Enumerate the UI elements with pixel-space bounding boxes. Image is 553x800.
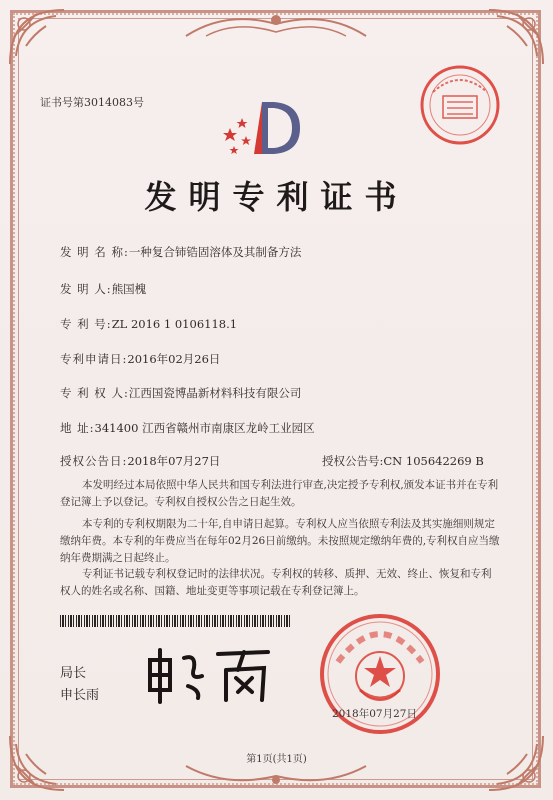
filing-date-value: 2016年02月26日 bbox=[127, 352, 221, 366]
page-title: 发明专利证书 bbox=[144, 178, 409, 216]
grant-number-group bbox=[322, 453, 484, 469]
address-row bbox=[60, 420, 315, 436]
grant-number-value: CN 105642269 B bbox=[383, 454, 484, 468]
address-label: 地 址: bbox=[60, 421, 95, 435]
corner-ornament-icon bbox=[485, 6, 547, 68]
address-value: 341400 江西省赣州市南康区龙岭工业园区 bbox=[94, 421, 315, 435]
body-paragraph-record: 专利证书记载专利权登记时的法律状况。专利权的转移、质押、无效、终止、恢复和专利权人的姓名或名称、国籍、地址变更等事项记载在专利登记簿上。 bbox=[60, 568, 492, 597]
grant-row bbox=[60, 453, 484, 469]
invention-name-value: 一种复合铈锆固溶体及其制备方法 bbox=[128, 245, 302, 259]
invention-name-row bbox=[60, 244, 301, 260]
tax-stamp-icon bbox=[417, 62, 503, 148]
patentee-label: 专 利 权 人: bbox=[60, 386, 129, 400]
page-number: 第1页(共1页) bbox=[246, 754, 307, 765]
grant-date-value: 2018年07月27日 bbox=[127, 454, 221, 468]
seal-date: 2018年07月27日 bbox=[332, 708, 417, 720]
director-title: 局长 bbox=[60, 666, 87, 681]
filing-date-row bbox=[60, 351, 220, 367]
patent-number-row bbox=[60, 316, 237, 332]
inventor-value: 熊国槐 bbox=[111, 282, 147, 296]
certificate-number: 证书号第3014083号 bbox=[40, 96, 144, 109]
patentee-row bbox=[60, 385, 301, 401]
filing-date-label: 专利申请日: bbox=[60, 352, 128, 366]
barcode bbox=[60, 615, 290, 627]
bottom-ornament-icon bbox=[176, 762, 376, 792]
handwritten-signature-icon bbox=[140, 640, 280, 710]
patent-number-value: ZL 2016 1 0106118.1 bbox=[111, 317, 238, 331]
patentee-value: 江西国瓷博晶新材料科技有限公司 bbox=[128, 386, 302, 400]
top-ornament-icon bbox=[176, 6, 376, 42]
grant-date-label: 授权公告日: bbox=[60, 454, 128, 468]
director-name: 申长雨 bbox=[60, 688, 100, 703]
patent-office-logo-icon bbox=[218, 92, 308, 164]
inventor-label: 发 明 人: bbox=[60, 282, 112, 296]
grant-number-label: 授权公告号: bbox=[322, 454, 384, 468]
corner-ornament-icon bbox=[6, 6, 68, 68]
inventor-row bbox=[60, 281, 146, 297]
body-paragraph-term: 本专利的专利权期限为二十年,自申请日起算。专利权人应当依照专利法及其实施细则规定缴纳年费。本专利的年费应当在每年02月26日前缴纳。未按照规定缴纳年费的,专利权自应当缴纳年费期满之日起终止。 bbox=[60, 518, 500, 564]
body-paragraph-grant: 本发明经过本局依照中华人民共和国专利法进行审查,决定授予专利权,颁发本证书并在专利登记簿上予以登记。专利权自授权公告之日起生效。 bbox=[60, 479, 499, 508]
invention-name-label: 发 明 名 称: bbox=[60, 245, 129, 259]
patent-number-label: 专 利 号: bbox=[60, 317, 112, 331]
